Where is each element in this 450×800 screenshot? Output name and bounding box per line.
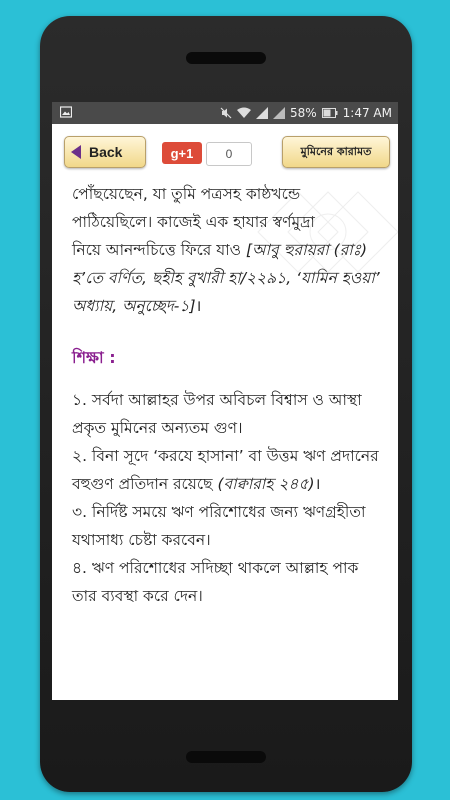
hadith-citation: [আবু হুরায়রা (রাঃ) হ’তে বর্ণিত, ছহীহ বুখারী হা/২২৯১, ‘যামিন হওয়া’ অধ্যায়, অনুচ্ছেদ-১] — [72, 241, 380, 315]
app-screen — [52, 102, 398, 700]
back-arrow-icon — [71, 145, 81, 159]
lesson-2 — [72, 442, 384, 498]
article-content[interactable] — [52, 182, 398, 700]
phone-speaker — [186, 52, 266, 64]
back-button[interactable] — [64, 136, 146, 168]
battery-icon — [322, 108, 338, 118]
story-ending — [72, 182, 384, 320]
lesson-3: ৩. নির্দিষ্ট সময়ে ঋণ পরিশোধের জন্য ঋণগ্রহীতা যথাসাধ্য চেষ্টা করবেন। — [72, 503, 366, 549]
lesson-2-text: ২. বিনা সূদে ‘করযে হাসানা’ বা উত্তম ঋণ প্রদানের বহুগুণ প্রতিদান রয়েছে — [72, 447, 379, 493]
article-text — [72, 182, 384, 610]
google-plus-count: 0 — [206, 142, 252, 166]
story-line-2: পাঠিয়েছিলে। কাজেই এক হাযার স্বর্ণমুদ্রা — [72, 213, 315, 231]
citation-end: । — [195, 297, 202, 315]
lesson-2-end: । — [314, 475, 321, 493]
clock: 1:47 AM — [342, 106, 392, 120]
gallery-notification-icon — [60, 106, 72, 118]
karamat-button[interactable] — [282, 136, 390, 168]
wifi-icon — [237, 107, 251, 119]
signal-icon — [256, 107, 268, 119]
story-line-1: পোঁছয়েছেন, যা তুমি পত্রসহ কাষ্ঠখন্ডে — [72, 185, 301, 203]
lesson-2-reference: (বাক্বারাহ ২৪৫) — [217, 475, 315, 493]
karamat-button-label: মুমিনের কারামত — [300, 144, 372, 158]
lesson-1: ১. সর্বদা আল্লাহর উপর অবিচল বিশ্বাস ও আস্থা প্রকৃত মুমিনের অন্যতম গুণ। — [72, 391, 362, 437]
status-right — [220, 105, 392, 121]
lesson-heading: শিক্ষা : — [72, 348, 116, 367]
google-plus-label: g+1 — [170, 145, 194, 161]
lesson-4: ৪. ঋণ পরিশোধের সদিচ্ছা থাকলে আল্লাহ পাক তার ব্যবস্থা করে দেন। — [72, 559, 359, 605]
mute-icon — [220, 107, 232, 119]
signal-2-icon — [273, 107, 285, 119]
story-line-3: নিয়ে আনন্দচিত্তে ফিরে যাও — [72, 241, 246, 259]
battery-percent: 58% — [290, 106, 317, 120]
status-bar — [52, 102, 398, 124]
google-plus-one-button[interactable] — [162, 142, 202, 164]
phone-bottom-bezel — [186, 751, 266, 763]
back-button-label: Back — [89, 144, 123, 160]
toolbar — [52, 124, 398, 182]
